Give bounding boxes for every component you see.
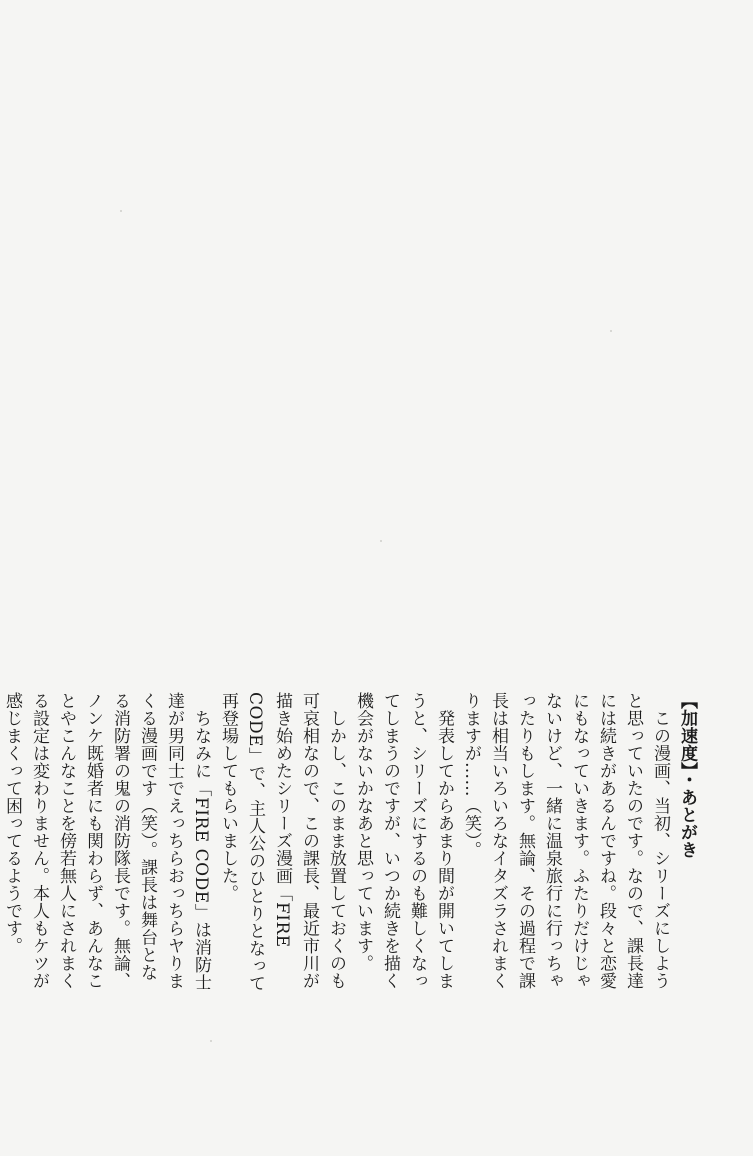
paper-speck	[120, 210, 122, 212]
afterword-paragraph: この漫画、当初、シリーズにしようと思っていたのです。なので、課長達には続きがあるんですね。段々と恋愛にもなっていきます。ふたりだけじゃないけど、一緒に温泉旅行に行っちゃったりもします。無論、その過程で課長は相当いろいろなイタズラされまくりますが……（笑）。	[461, 692, 670, 990]
afterword-paragraph: ちなみに「FIRE CODE」は消防士達が男同士でえっちらおっちらヤりまくる漫画です（笑）。課長は舞台となる消防署の鬼の消防隊長です。無論、ノンケ既婚者にも関わらず、あんなことやこんなことを傍若無人にされまくる設定は変わりません。本人もケツが感じまくって困ってるようです。	[2, 692, 211, 992]
afterword-title: 【加速度】・あとがき	[677, 692, 697, 859]
afterword-text-block	[2, 692, 700, 992]
afterword-paragraph: しかし、このまま放置しておくのも可哀相なので、この課長、最近市川が描き始めたシリーズ漫画「FIRE CODE」で、主人公のひとりとなって再登場してもらいました。	[218, 692, 346, 992]
afterword-paragraph: 発表してからあまり間が開いてしまうと、シリーズにするのも難しくなってしまうのですが、いつか続きを描く機会がないかなあと思っています。	[353, 692, 454, 990]
paper-speck	[210, 1040, 212, 1042]
paper-speck	[610, 330, 612, 332]
paper-speck	[380, 540, 382, 542]
